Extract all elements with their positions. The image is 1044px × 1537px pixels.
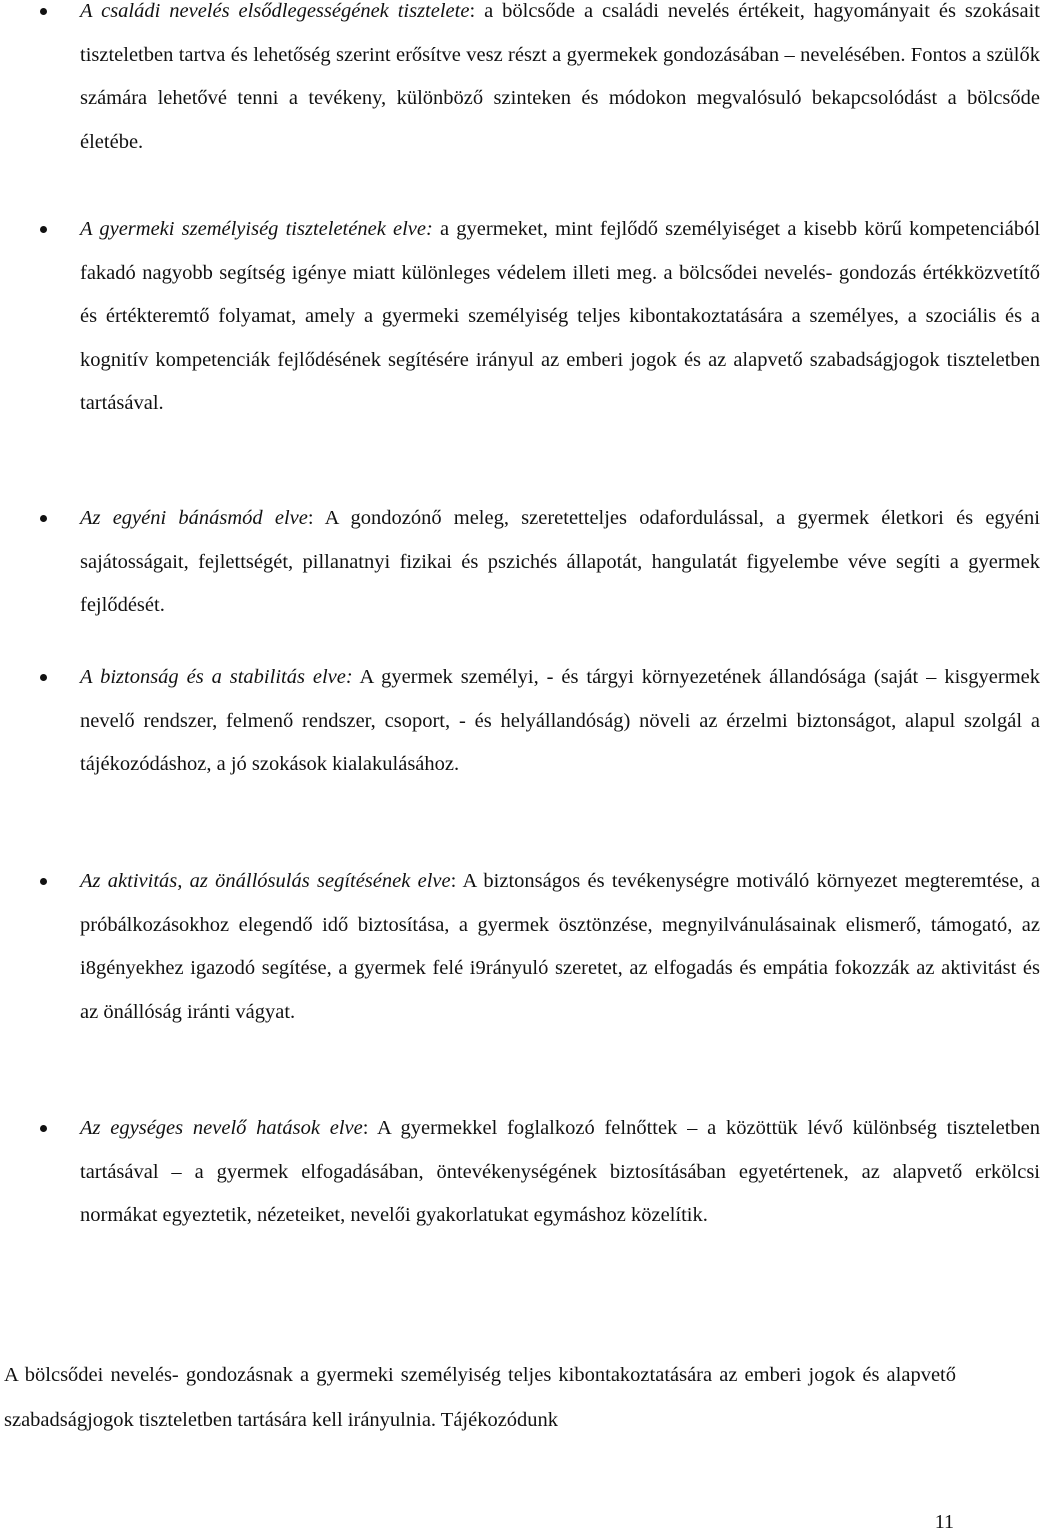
bullet-lead: Az egyéni bánásmód elve (80, 507, 308, 529)
bullet-item-personality-respect (0, 208, 1044, 426)
bullet-lead: A biztonság és a stabilitás elve: (80, 666, 353, 688)
bullet-body: : A gondozónő meleg, szeretetteljes odafordulással, a gyermek életkori és egyéni sajátosságait, fejlettségét, pillanatnyi fizikai és pszichés állapotát, hangulatát figyelembe véve segíti a gyermek fejlődését. (80, 507, 1040, 616)
closing-paragraph: A bölcsődei nevelés- gondozásnak a gyermeki személyiség teljes kibontakoztatására az emberi jogok és alapvető szabadságjogok tiszteletben tartására kell irányulnia. Tájékozódunk (4, 1364, 956, 1431)
bullet-dot-icon (40, 515, 47, 522)
page-number: 11 (934, 1511, 954, 1533)
bullet-body: : a bölcsőde a családi nevelés értékeit, hagyományait és szokásait tiszteletben tartva és lehetőség szerint erősítve vesz részt a gyermekek gondozásában – nevelésében. Fontos a szülők számára lehetővé tenni a tevékeny, különböző szinteken és módokon megvalósuló bekapcsolódást a bölcsőde életébe. (80, 0, 1041, 153)
bullet-body: : A gyermekkel foglalkozó felnőttek – a közöttük lévő különbség tiszteletben tartásával – a gyermek elfogadásában, öntevékenységének biztosításában egyetértenek, az alapvető erkölcsi normákat egyeztetik, nézeteiket, nevelői gyakorlatukat egymáshoz közelítik. (80, 1117, 1040, 1226)
bullet-item-unified-influence (0, 1107, 1044, 1238)
bullet-item-family-education (0, 0, 1044, 164)
bullet-dot-icon (40, 1125, 47, 1132)
bullet-item-safety-stability (0, 656, 1044, 787)
bullet-lead: A gyermeki személyiség tiszteletének elve: (80, 218, 433, 240)
bullet-dot-icon (40, 878, 47, 885)
bullet-body: : A biztonságos és tevékenységre motiváló környezet megteremtése, a próbálkozásokhoz elegendő idő biztosítása, a gyermek ösztönzése, megnyilvánulásainak elismerő, támogató, az i8gényekhez igazodó segítése, a gyermek felé i9rányuló szeretet, az elfogadás és empátia fokozzák az aktivitást és az önállóság iránti vágyat. (80, 870, 1041, 1023)
bullet-lead: Az egységes nevelő hatások elve (80, 1117, 363, 1139)
bullet-dot-icon (40, 8, 47, 15)
bullet-item-activity-independence (0, 860, 1044, 1034)
bullet-body: A gyermek személyi, - és tárgyi környezetének állandósága (saját – kisgyermek nevelő rendszer, felmenő rendszer, csoport, - és helyállandóság) növeli az érzelmi biztonságot, alapul szolgál a tájékozódáshoz, a jó szokások kialakulásához. (80, 666, 1040, 775)
bullet-lead: A családi nevelés elsődlegességének tisztelete (80, 0, 470, 22)
bullet-lead: Az aktivitás, az önállósulás segítésének elve (80, 870, 451, 892)
bullet-body: a gyermeket, mint fejlődő személyiséget a kisebb körű kompetenciából fakadó nagyobb segítség igénye miatt különleges védelem illeti meg. a bölcsődei nevelés- gondozás értékközvetítő és értékteremtő folyamat, amely a gyermeki személyiség teljes kibontakoztatására a személyes, a szociális és a kognitív kompetenciák fejlődésének segítésére irányul az emberi jogok és az alapvető szabadságjogok tiszteletben tartásával. (80, 218, 1041, 414)
bullet-dot-icon (40, 674, 47, 681)
bullet-item-individual-treatment (0, 497, 1044, 628)
bullet-dot-icon (40, 226, 47, 233)
